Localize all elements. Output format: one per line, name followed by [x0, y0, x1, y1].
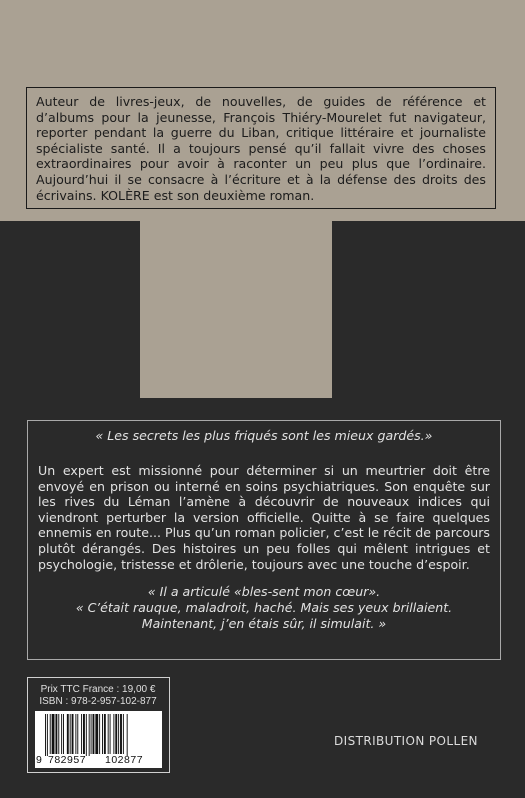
barcode-bar	[75, 714, 76, 754]
barcode-bar	[67, 714, 69, 754]
barcode-bar	[104, 714, 106, 754]
excerpt-line: « C’était rauque, maladroit, haché. Mais ses yeux brillaient.	[75, 600, 453, 616]
barcode-bar	[123, 714, 124, 754]
barcode-bar	[77, 714, 78, 754]
barcode-bar	[89, 714, 90, 756]
barcode-bar	[58, 714, 59, 754]
barcode-digit-first: 9	[36, 754, 43, 766]
blurb-excerpt-quote	[38, 584, 490, 632]
barcode-bar	[47, 714, 48, 756]
barcode-bar	[45, 714, 46, 756]
barcode-bar	[55, 714, 57, 754]
barcode-bar	[110, 714, 111, 754]
barcode-bar	[52, 714, 55, 754]
barcode-bar	[63, 714, 64, 754]
author-bio-box	[26, 87, 496, 209]
kraft-paper-center-strip	[140, 221, 332, 398]
excerpt-line: Maintenant, j’en étais sûr, il simulait. »	[141, 616, 387, 632]
barcode-bars-icon	[35, 711, 162, 756]
barcode-digits-left: 782957	[48, 754, 87, 766]
price-barcode-box	[27, 677, 170, 773]
barcode-bar	[93, 714, 95, 754]
barcode-bar	[70, 714, 71, 754]
barcode-bar	[50, 714, 51, 754]
barcode-bar	[95, 714, 98, 754]
barcode-bar	[81, 714, 82, 754]
excerpt-line: « Il a articulé «bles-sent mon cœur».	[147, 584, 381, 600]
distribution-label: DISTRIBUTION POLLEN	[334, 734, 478, 748]
barcode-bar	[102, 714, 103, 754]
book-blurb-box	[27, 420, 501, 660]
isbn-label: ISBN : 978-2-957-102-877	[39, 696, 157, 707]
barcode-bar	[118, 714, 119, 754]
barcode-bar	[61, 714, 62, 754]
barcode-bar	[83, 714, 85, 754]
price-label: Prix TTC France : 19,00 €	[40, 684, 156, 695]
barcode-bar	[86, 714, 87, 756]
barcode	[35, 711, 162, 768]
barcode-bar	[99, 714, 100, 754]
barcode-bar	[91, 714, 92, 754]
barcode-bar	[120, 714, 122, 754]
blurb-summary-text: Un expert est missionné pour déterminer si un meurtrier doit être envoyé en prison ou interné en soins psychiatriques. Son enquête sur les rives du Léman l’amène à découvrir de nouveaux indices qui viendront perturber la version officielle. Quitte à se faire quelques ennemis en route... Plus qu’un roman policier, c’est le récit de parcours plutôt dérangés. Des histoires un peu folles qui mêlent intrigues et psychologie, tristesse et drôlerie, toujours avec une touche d’espoir.	[38, 463, 490, 572]
barcode-bar	[108, 714, 109, 754]
author-bio-text: Auteur de livres-jeux, de nouvelles, de guides de référence et d’albums pour la jeunesse, François Thiéry-Mourelet fut navigateur, reporter pendant la guerre du Liban, critique littéraire et journaliste spécialiste santé. Il a toujours pensé qu’il fallait vivre des choses extraordinaires pour avoir à raconter un peu plus que l’ordinaire. Aujourd’hui il se consacre à l’écriture et à la défense des droits des écrivains. KOLÈRE est son deuxième roman.	[36, 94, 486, 203]
barcode-bar	[127, 714, 128, 756]
barcode-digits-right: 102877	[105, 754, 144, 766]
barcode-bar	[115, 714, 117, 754]
barcode-bar	[113, 714, 114, 754]
barcode-bar	[72, 714, 74, 754]
blurb-headline-quote: « Les secrets les plus friqués sont les mieux gardés.»	[95, 428, 433, 443]
